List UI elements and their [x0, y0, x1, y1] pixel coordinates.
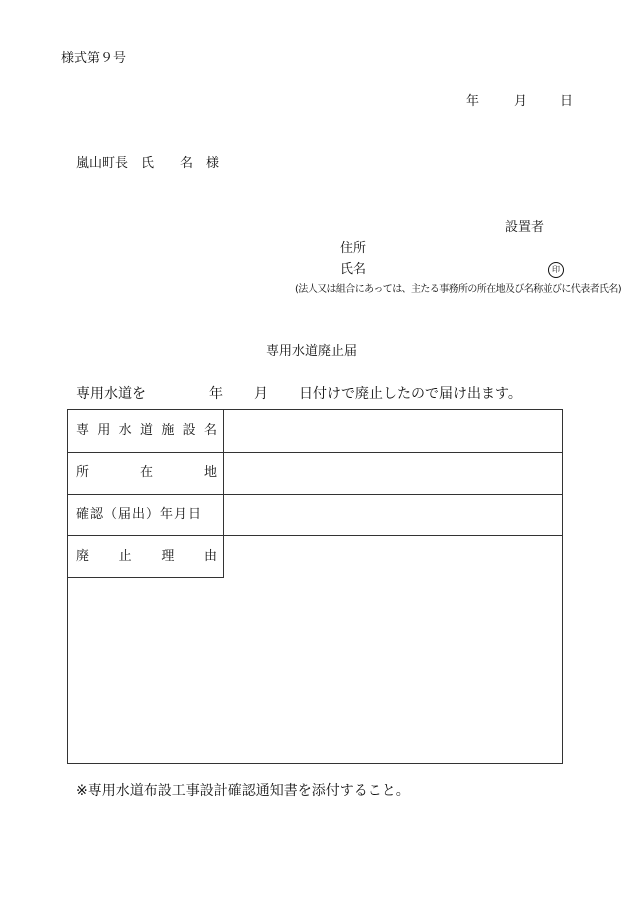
- seal-icon: 印: [548, 262, 564, 278]
- abolition-statement: [76, 386, 522, 403]
- facility-name-label: 専 用 水 道 施 設 名: [76, 423, 217, 438]
- date-day: 日: [560, 94, 574, 109]
- location-label: 所 在 地: [76, 465, 217, 480]
- confirmation-date-label: 確認（届出）年月日: [76, 507, 203, 522]
- row-divider: [68, 452, 562, 453]
- form-number: 様式第９号: [61, 51, 127, 66]
- statement-month: 月: [254, 386, 268, 402]
- column-divider: [223, 410, 224, 577]
- row-divider: [68, 535, 562, 536]
- statement-prefix: 専用水道を: [76, 386, 146, 402]
- date-line: [466, 94, 573, 110]
- address-label: 住所: [340, 241, 367, 256]
- statement-suffix: 日付けで廃止したので届け出ます。: [299, 386, 522, 402]
- row-divider: [68, 494, 562, 495]
- name-label: 氏名: [340, 262, 367, 277]
- reason-label: 廃 止 理 由: [76, 549, 217, 564]
- attachment-note: ※専用水道布設工事設計確認通知書を添付すること。: [76, 783, 410, 799]
- document-title: 専用水道廃止届: [266, 344, 358, 359]
- abolition-form-table: [67, 409, 563, 764]
- addressee: 嵐山町長 氏 名 様: [76, 156, 220, 171]
- setter-label: 設置者: [505, 220, 545, 235]
- date-month: 月: [514, 94, 528, 109]
- date-year: 年: [466, 94, 480, 109]
- row-divider: [68, 577, 224, 578]
- statement-year: 年: [209, 386, 223, 402]
- corporation-note: (法人又は組合にあっては、主たる事務所の所在地及び名称並びに代表者氏名): [295, 284, 622, 295]
